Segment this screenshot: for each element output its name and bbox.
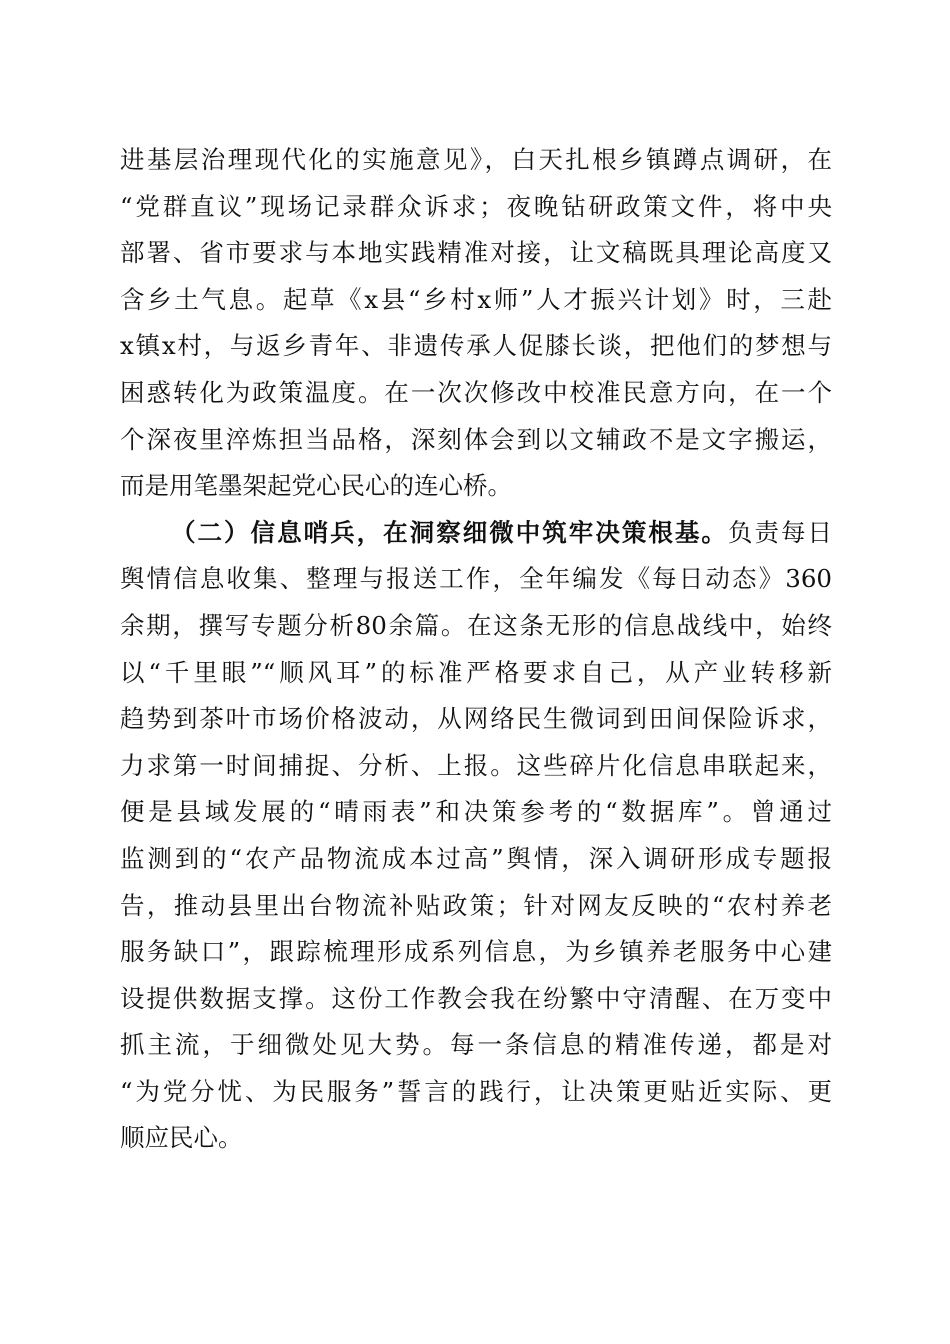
text-line: 告，推动县里出台物流补贴政策；针对网友反映的“农村养老: [120, 890, 832, 920]
text-line: 进基层治理现代化的实施意见》，白天扎根乡镇蹲点调研，在: [120, 145, 832, 174]
text-line: 舆情信息收集、整理与报送工作，全年编发《每日动态》360: [120, 564, 832, 594]
text-line: 服务缺口”，跟踪梳理形成系列信息，为乡镇养老服务中心建: [120, 937, 832, 967]
text-line: “党群直议”现场记录群众诉求；夜晚钻研政策文件，将中央: [120, 191, 832, 221]
text-line: 趋势到茶叶市场价格波动，从网络民生微词到田间保险诉求，: [120, 704, 832, 734]
document-body: [120, 137, 832, 1162]
text-line: 个深夜里淬炼担当品格，深刻体会到以文辅政不是文字搬运，: [120, 424, 832, 454]
text-line: 力求第一时间捕捉、分析、上报。这些碎片化信息串联起来，: [120, 750, 832, 780]
text-line: 抓主流，于细微处见大势。每一条信息的精准传递，都是对: [120, 1030, 832, 1060]
section-heading: （二）信息哨兵，在洞察细微中筑牢决策根基。: [171, 517, 728, 547]
text-line: 便是县域发展的“晴雨表”和决策参考的“数据库”。曾通过: [120, 797, 832, 827]
text-line: 困惑转化为政策温度。在一次次修改中校准民意方向，在一个: [120, 377, 832, 407]
text-line: 部署、省市要求与本地实践精准对接，让文稿既具理论高度又: [120, 238, 832, 268]
text-span: 负责每日: [727, 517, 832, 547]
text-line: 以“千里眼”“顺风耳”的标准严格要求自己，从产业转移新: [120, 657, 832, 687]
paragraph-2-first-line: [120, 510, 832, 557]
text-line: 顺应民心。: [120, 1123, 243, 1153]
text-line: 含乡土气息。起草《x县“乡村x师”人才振兴计划》时，三赴: [120, 284, 832, 314]
text-line: “为党分忧、为民服务”誓言的践行，让决策更贴近实际、更: [120, 1076, 832, 1106]
text-line: 余期，撰写专题分析80余篇。在这条无形的信息战线中，始终: [120, 610, 832, 640]
text-line: 监测到的“农产品物流成本过高”舆情，深入调研形成专题报: [120, 843, 832, 873]
text-line: x镇x村，与返乡青年、非遗传承人促膝长谈，把他们的梦想与: [120, 331, 832, 361]
text-line: 设提供数据支撑。这份工作教会我在纷繁中守清醒、在万变中: [120, 983, 832, 1013]
paragraph-2: [120, 510, 832, 1162]
paragraph-1: [120, 137, 832, 510]
text-line: 而是用笔墨架起党心民心的连心桥。: [120, 471, 512, 501]
